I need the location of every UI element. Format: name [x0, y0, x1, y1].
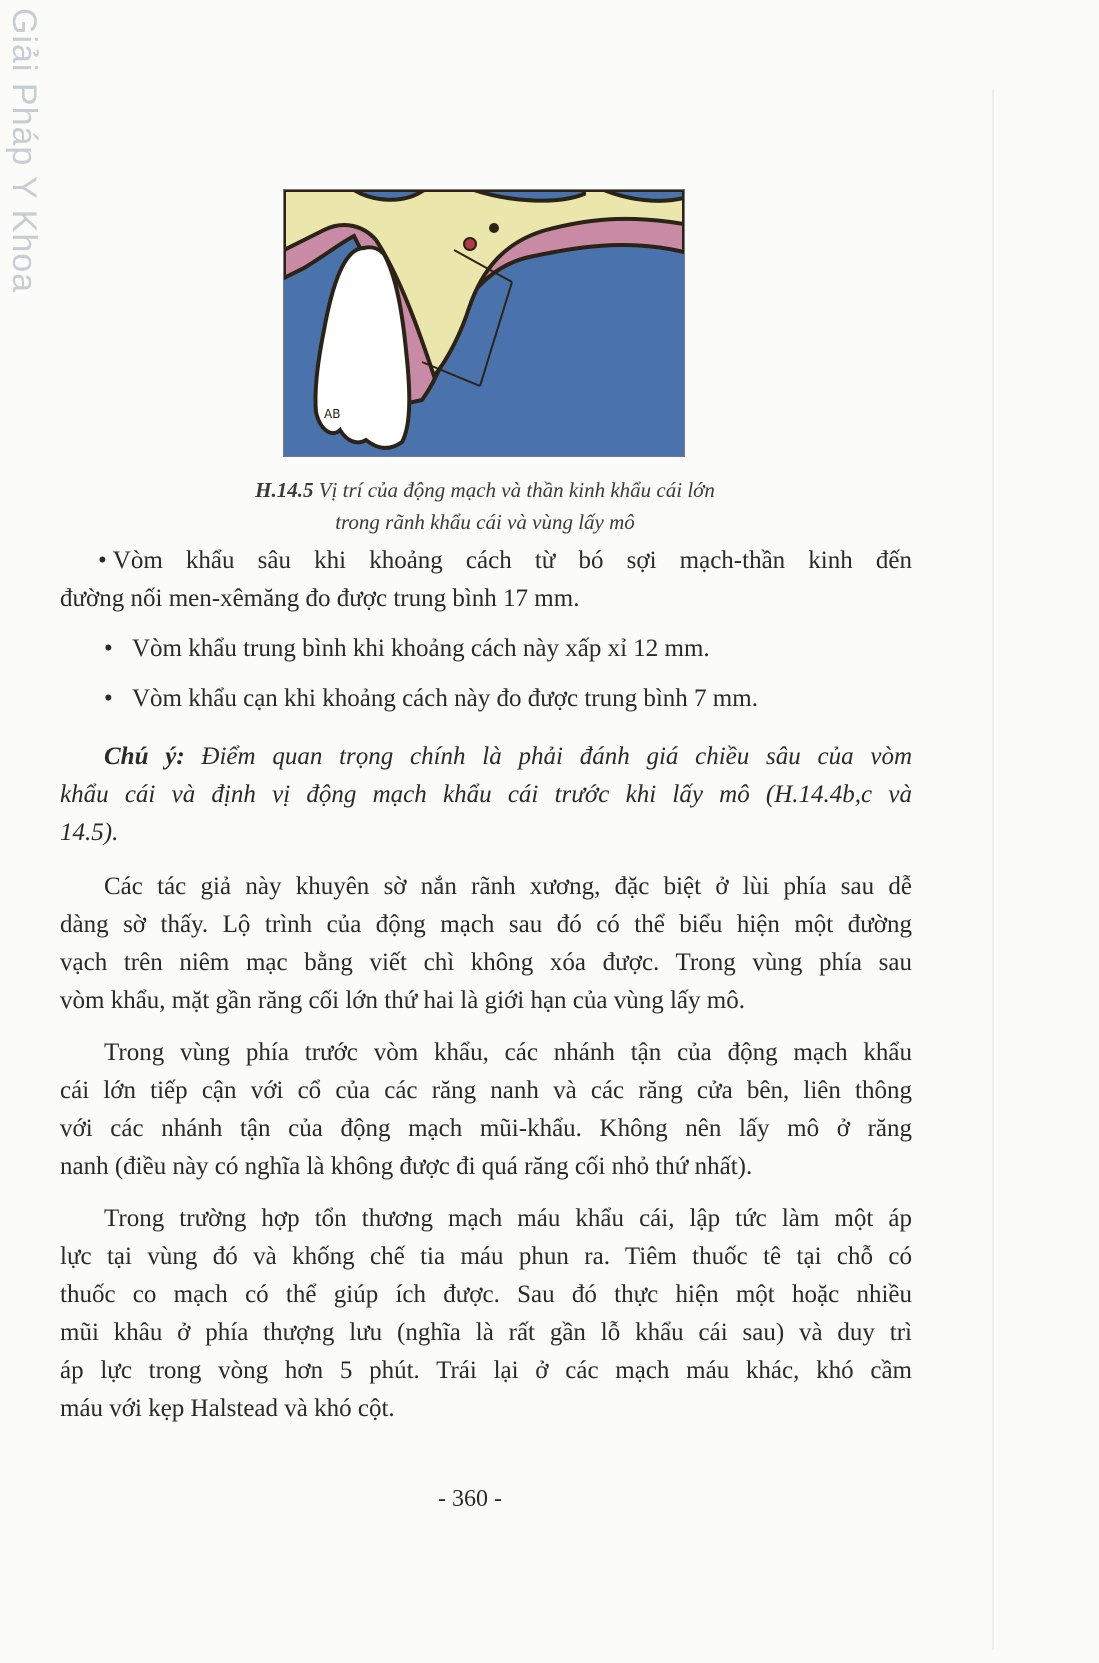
- paragraph-line: máu với kẹp Halstead và khó cột.: [60, 1395, 395, 1422]
- body-paragraph-1: [60, 868, 912, 1020]
- paragraph-line: dàng sờ thấy. Lộ trình của động mạch sau đó có thể biểu hiện một đường: [60, 911, 912, 938]
- paragraph-line: Trong trường hợp tổn thương mạch máu khẩu cái, lập tức làm một áp: [104, 1205, 912, 1232]
- paragraph-line: áp lực trong vòng hơn 5 phút. Trái lại ở các mạch máu khác, khó cầm: [60, 1357, 912, 1384]
- body-paragraph-2: [60, 1034, 912, 1186]
- body-paragraph-3: [60, 1200, 912, 1428]
- bullet-text-line-2: đường nối men-xêmăng đo được trung bình 17 mm.: [60, 585, 580, 612]
- bullet-text-line-1: Vòm khẩu sâu khi khoảng cách từ bó sợi mạch-thần kinh đến: [112, 547, 912, 574]
- watermark: Giải Pháp Y Khoa: [5, 8, 43, 294]
- note-label: Chú ý:: [104, 743, 185, 770]
- bullet-symbol: •: [98, 547, 107, 574]
- bullet-text: Vòm khẩu cạn khi khoảng cách này đo được trung bình 7 mm.: [132, 685, 758, 712]
- figure-caption-line-1: Vị trí của động mạch và thần kinh khẩu cái lớn: [318, 478, 715, 502]
- note-line-2: khẩu cái và định vị động mạch khẩu cái trước khi lấy mô (H.14.4b,c và: [60, 781, 912, 808]
- palate-illustration: [284, 190, 684, 456]
- note-paragraph: [60, 738, 912, 852]
- bullet-item: [104, 680, 884, 718]
- paragraph-line: nanh (điều này có nghĩa là không được đi quá răng cối nhỏ thứ nhất).: [60, 1153, 753, 1180]
- bullet-symbol: •: [104, 685, 113, 712]
- paragraph-line: Các tác giả này khuyên sờ nắn rãnh xương, đặc biệt ở lùi phía sau dễ: [104, 873, 912, 900]
- bullet-text: Vòm khẩu trung bình khi khoảng cách này xấp xỉ 12 mm.: [132, 635, 710, 662]
- bullet-item: [60, 542, 912, 618]
- bullet-symbol: •: [104, 635, 113, 662]
- figure-caption-line-2: trong rãnh khẩu cái và vùng lấy mô: [335, 510, 635, 534]
- paragraph-line: vạch trên niêm mạc bằng viết chì không xóa được. Trong vùng phía sau: [60, 949, 912, 976]
- page-edge: [992, 90, 994, 1650]
- paragraph-line: lực tại vùng đó và khống chế tia máu phun ra. Tiêm thuốc tê tại chỗ có: [60, 1243, 912, 1270]
- paragraph-line: mũi khâu ở phía thượng lưu (nghĩa là rất gần lỗ khẩu cái sau) và duy trì: [60, 1319, 912, 1346]
- figure-label: H.14.5: [255, 478, 314, 502]
- note-line-3: 14.5).: [60, 819, 119, 846]
- palatine-artery-dot: [464, 238, 476, 250]
- bullet-item: [104, 630, 884, 668]
- paragraph-line: với các nhánh tận của động mạch mũi-khẩu. Không nên lấy mô ở răng: [60, 1115, 912, 1142]
- palate-figure: [284, 190, 684, 456]
- note-line-1: Điểm quan trọng chính là phải đánh giá chiều sâu của vòm: [201, 743, 913, 770]
- paragraph-line: Trong vùng phía trước vòm khẩu, các nhánh tận của động mạch khẩu: [104, 1039, 912, 1066]
- figure-caption: [150, 474, 820, 538]
- page-number: - 360 -: [438, 1486, 502, 1512]
- paragraph-line: thuốc co mạch có thể giúp ích được. Sau đó thực hiện một hoặc nhiều: [60, 1281, 912, 1308]
- palatine-nerve-dot: [489, 223, 499, 233]
- paragraph-line: vòm khẩu, mặt gần răng cối lớn thứ hai là giới hạn của vùng lấy mô.: [60, 987, 745, 1014]
- tooth-mark: AB: [324, 407, 341, 421]
- paragraph-line: cái lớn tiếp cận với cổ của các răng nanh và các răng cửa bên, liên thông: [60, 1077, 912, 1104]
